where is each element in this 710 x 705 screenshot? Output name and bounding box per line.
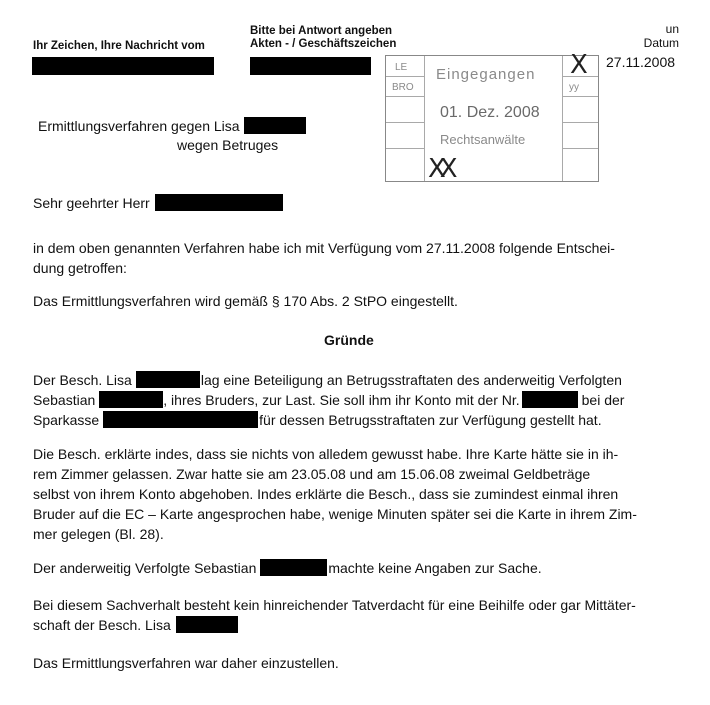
p1-line3: Sparkasse für dessen Betrugsstraftaten zur Verfügung gestellt hat.: [33, 412, 602, 428]
p3-line: Der anderweitig Verfolgte Sebastian machte keine Angaben zur Sache.: [33, 560, 542, 576]
redacted-surname: [260, 559, 327, 576]
redacted-surname: [99, 391, 163, 408]
p2-line1: Die Besch. erklärte indes, dass sie nichts von alledem gewusst habe. Ihre Karte hätte sie in ih-: [33, 446, 619, 462]
redacted-file-reference: [250, 57, 371, 75]
redacted-your-reference: [32, 57, 214, 75]
date-label: Datum: [643, 36, 679, 50]
subject-line2: wegen Betruges: [177, 137, 279, 153]
letter-date: 27.11.2008: [606, 54, 676, 70]
salutation: Sehr geehrter Herr: [33, 193, 283, 213]
date-label-top: un: [665, 22, 679, 36]
p4-line1: Bei diesem Sachverhalt besteht kein hinreichender Tatverdacht für eine Beihilfe oder gar Mittäter-: [33, 597, 636, 613]
p2-line4: Bruder auf die EC – Karte angesprochen habe, wenige Minuten später sei die Karte in ihrem Zim-: [33, 506, 637, 522]
stamp-box-label-2: BRO: [392, 82, 414, 93]
p2-line5: mer gelegen (Bl. 28).: [33, 526, 164, 542]
redacted-surname: [176, 616, 238, 633]
redacted-account-number: [522, 391, 578, 408]
stamp-box-label-1: LE: [395, 62, 408, 73]
decision-text: Das Ermittlungsverfahren wird gemäß § 170 Abs. 2 StPO eingestellt.: [33, 293, 458, 309]
reply-reference-label-line1: Bitte bei Antwort angeben: [250, 25, 393, 37]
intro-line1: in dem oben genannten Verfahren habe ich mit Verfügung vom 27.11.2008 folgende Entschei-: [33, 240, 615, 256]
p2-line2: rem Zimmer gelassen. Zwar hatte sie am 23.05.08 und am 15.06.08 zweimal Geldbeträge: [33, 466, 591, 482]
received-stamp: [385, 50, 599, 184]
stamp-received-date: 01. Dez. 2008: [440, 104, 540, 121]
redacted-surname: [136, 371, 200, 388]
stamp-initials-mark: XX: [428, 154, 452, 184]
p1-line1: Der Besch. Lisa lag eine Beteiligung an Betrugsstraftaten des anderweitig Verfolgten: [33, 372, 622, 388]
stamp-office-fragment: Rechtsanwälte: [440, 132, 526, 147]
reply-reference-label-line2: Akten - / Geschäftszeichen: [250, 38, 397, 50]
p4-line2: schaft der Besch. Lisa: [33, 615, 238, 635]
redacted-bank-name: [103, 411, 258, 428]
p2-line3: selbst von ihrem Konto abgehoben. Indes erklärte die Besch., dass sie zumindest einmal ihren: [33, 486, 619, 502]
stamp-received-label: Eingegangen: [436, 66, 536, 83]
subject-line1: Ermittlungsverfahren gegen Lisa: [38, 116, 306, 136]
your-reference-label: Ihr Zeichen, Ihre Nachricht vom: [33, 40, 205, 52]
stamp-check-mark: X: [570, 50, 588, 80]
intro-line2: dung getroffen:: [33, 260, 127, 276]
p1-line2: Sebastian , ihres Bruders, zur Last. Sie soll ihm ihr Konto mit der Nr. bei der: [33, 392, 625, 408]
stamp-corner-mark: yy: [569, 82, 579, 93]
redacted-surname: [244, 117, 306, 134]
redacted-recipient-name: [155, 194, 283, 211]
closing-text: Das Ermittlungsverfahren war daher einzustellen.: [33, 655, 339, 671]
grounds-heading: Gründe: [324, 332, 374, 348]
